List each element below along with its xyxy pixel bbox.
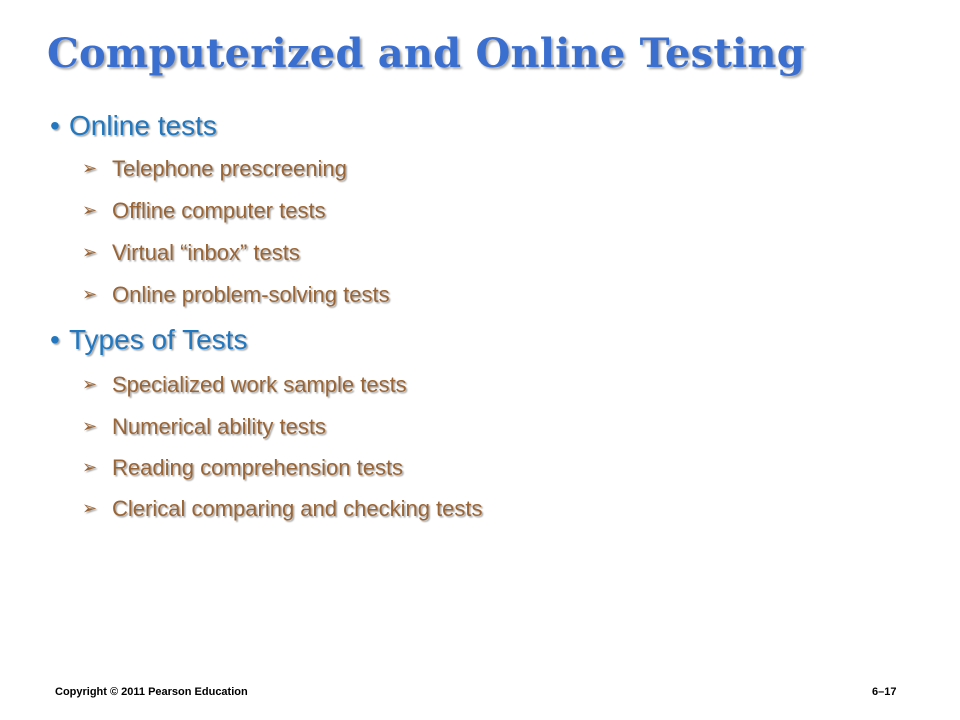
bullet-icon: • (50, 110, 60, 141)
sub-item-clerical-comparing-tests (82, 496, 483, 522)
sub-item-label: Clerical comparing and checking tests (112, 496, 483, 521)
arrow-bullet-icon: ➢ (82, 498, 98, 518)
sub-item-offline-computer-tests (82, 198, 326, 224)
sub-item-reading-comprehension-tests (82, 455, 403, 481)
arrow-bullet-icon: ➢ (82, 242, 98, 262)
bullet-types-of-tests (50, 324, 247, 356)
sub-item-telephone-prescreening (82, 156, 347, 182)
sub-item-label: Telephone prescreening (112, 156, 347, 181)
sub-item-label: Numerical ability tests (112, 414, 326, 439)
bullet-label: Types of Tests (69, 324, 248, 355)
arrow-bullet-icon: ➢ (82, 158, 98, 178)
sub-item-virtual-inbox-tests (82, 240, 300, 266)
footer-copyright: Copyright © 2011 Pearson Education (55, 686, 248, 698)
sub-item-label: Reading comprehension tests (112, 455, 404, 480)
sub-item-label: Specialized work sample tests (112, 372, 407, 397)
arrow-bullet-icon: ➢ (82, 200, 98, 220)
arrow-bullet-icon: ➢ (82, 457, 98, 477)
sub-item-online-problem-solving-tests (82, 282, 390, 308)
slide-title: Computerized and Online Testing (47, 30, 805, 77)
sub-item-label: Offline computer tests (112, 198, 326, 223)
arrow-bullet-icon: ➢ (82, 374, 98, 394)
sub-item-numerical-ability-tests (82, 414, 326, 440)
sub-item-label: Online problem-solving tests (112, 282, 390, 307)
slide-number: 6–17 (872, 686, 897, 698)
bullet-label: Online tests (69, 110, 217, 141)
sub-item-specialized-work-sample-tests (82, 372, 407, 398)
arrow-bullet-icon: ➢ (82, 416, 98, 436)
bullet-icon: • (50, 324, 60, 355)
arrow-bullet-icon: ➢ (82, 284, 98, 304)
bullet-online-tests (50, 110, 217, 142)
sub-item-label: Virtual “inbox” tests (112, 240, 300, 265)
